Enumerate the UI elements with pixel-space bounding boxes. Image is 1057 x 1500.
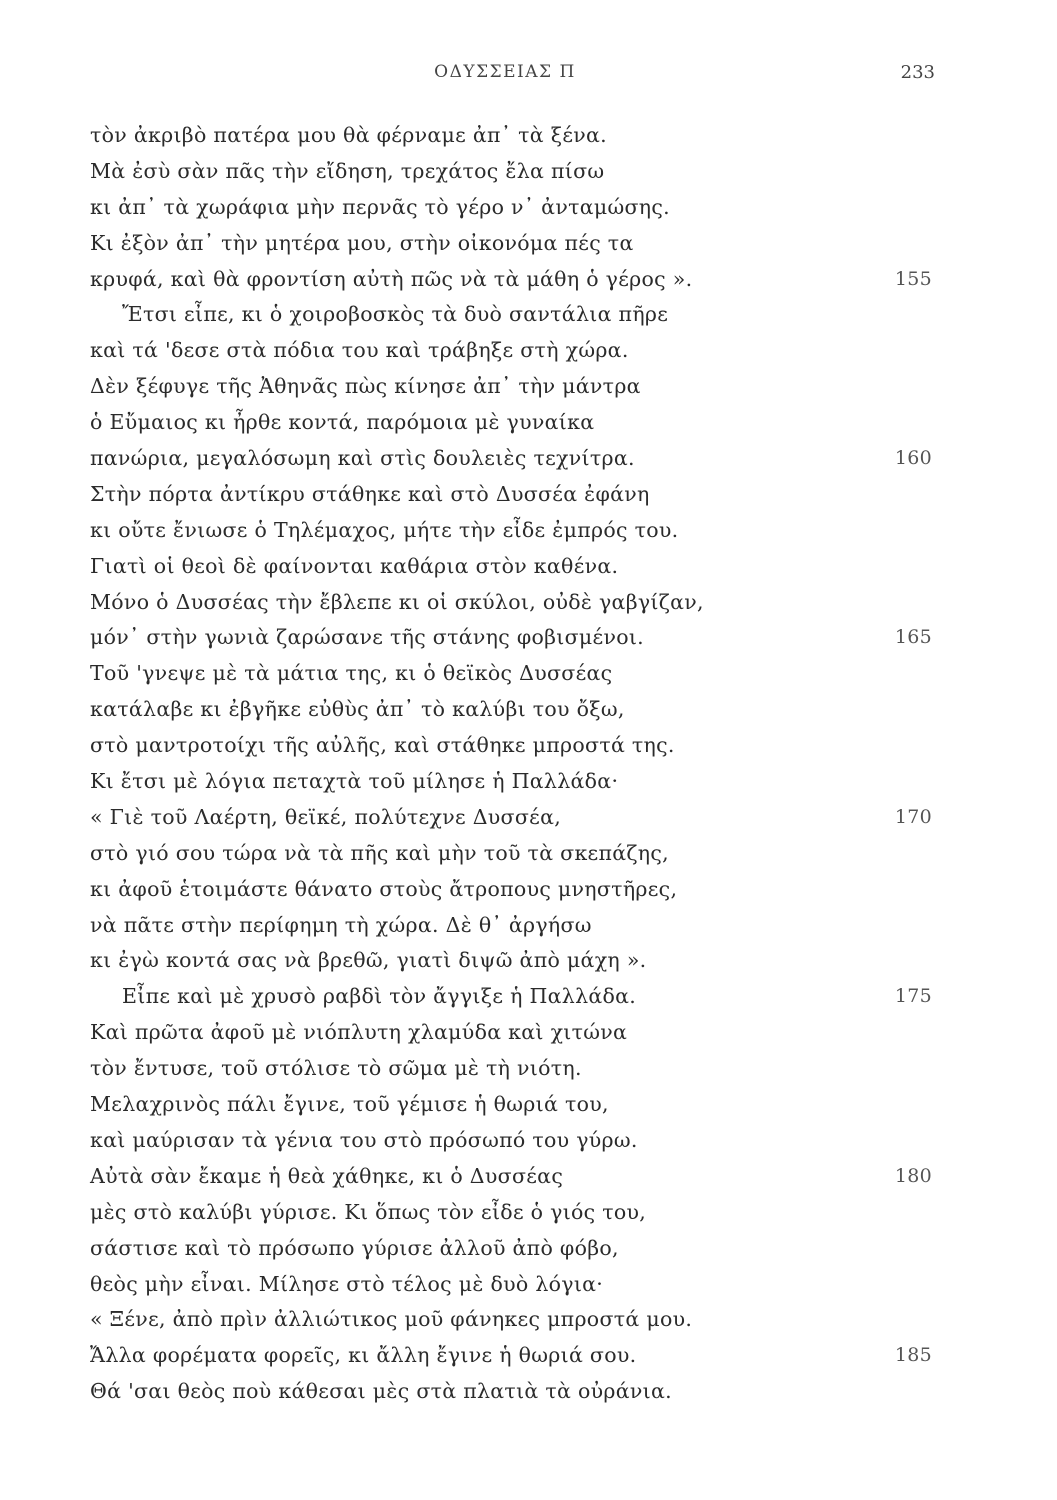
verse-body <box>90 118 950 1410</box>
verse-line <box>90 1302 950 1338</box>
verse-text: στὸ γιό σου τώρα νὰ τὰ πῆς καὶ μὴν τοῦ τὰ σκεπάζης, <box>90 840 669 865</box>
verse-line <box>90 513 950 549</box>
verse-line <box>90 1195 950 1231</box>
verse-text: Εἶπε καὶ μὲ χρυσὸ ραβδὶ τὸν ἄγγιξε ἡ Παλλάδα. <box>122 984 637 1009</box>
line-number: 185 <box>894 1344 932 1367</box>
verse-line <box>90 585 950 621</box>
verse-text: κι ἐγὼ κοντά σας νὰ βρεθῶ, γιατὶ διψῶ ἀπὸ μάχη ». <box>90 948 647 973</box>
verse-line <box>90 800 950 836</box>
verse-line <box>90 549 950 585</box>
verse-text: θεὸς μὴν εἶναι. Μίλησε στὸ τέλος μὲ δυὸ λόγια· <box>90 1271 604 1296</box>
verse-line <box>90 333 950 369</box>
verse-text: « Γιὲ τοῦ Λαέρτη, θεϊκέ, πολύτεχνε Δυσσέα, <box>90 804 562 829</box>
verse-text: Μὰ ἐσὺ σὰν πᾶς τὴν εἴδηση, τρεχάτος ἔλα πίσω <box>90 158 605 183</box>
line-number: 170 <box>894 805 932 828</box>
verse-text: κρυφά, καὶ θὰ φροντίση αὐτὴ πῶς νὰ τὰ μάθη ὁ γέρος ». <box>90 266 693 291</box>
verse-text: ὁ Εὔμαιος κι ἦρθε κοντά, παρόμοια μὲ γυναίκα <box>90 410 595 435</box>
line-number: 160 <box>894 447 932 470</box>
verse-text: Μόνο ὁ Δυσσέας τὴν ἔβλεπε κι οἱ σκύλοι, οὐδὲ γαβγίζαν, <box>90 589 704 614</box>
page-number: 233 <box>900 62 935 83</box>
verse-text: νὰ πᾶτε στὴν περίφημη τὴ χώρα. Δὲ θ᾽ ἀργήσω <box>90 912 592 937</box>
verse-line <box>90 1374 950 1410</box>
verse-text: Μελαχρινὸς πάλι ἔγινε, τοῦ γέμισε ἡ θωριά του, <box>90 1092 609 1117</box>
verse-line <box>90 226 950 262</box>
verse-text: Κι ἐξὸν ἀπ᾽ τὴν μητέρα μου, στὴν οἰκονόμα πές τα <box>90 230 634 255</box>
verse-line <box>90 620 950 656</box>
verse-line <box>90 979 950 1015</box>
verse-text: Θά 'σαι θεὸς ποὺ κάθεσαι μὲς στὰ πλατιὰ τὰ οὐράνια. <box>90 1379 672 1404</box>
verse-text: Δὲν ξέφυγε τῆς Ἀθηνᾶς πὼς κίνησε ἀπ᾽ τὴν μάντρα <box>90 374 641 399</box>
line-number: 175 <box>894 985 932 1008</box>
verse-line <box>90 728 950 764</box>
verse-text: κι ἀπ᾽ τὰ χωράφια μὴν περνᾶς τὸ γέρο ν᾽ ἀνταμώσης. <box>90 194 670 219</box>
verse-line <box>90 1231 950 1267</box>
verse-text: Στὴν πόρτα ἀντίκρυ στάθηκε καὶ στὸ Δυσσέα ἐφάνη <box>90 481 650 506</box>
verse-text: Αὐτὰ σὰν ἔκαμε ἡ θεὰ χάθηκε, κι ὁ Δυσσέας <box>90 1163 564 1188</box>
verse-text: κι οὔτε ἔνιωσε ὁ Τηλέμαχος, μήτε τὴν εἶδε ἐμπρός του. <box>90 517 679 542</box>
verse-text: Κι ἔτσι μὲ λόγια πεταχτὰ τοῦ μίλησε ἡ Παλλάδα· <box>90 769 619 794</box>
verse-text: τὸν ἔντυσε, τοῦ στόλισε τὸ σῶμα μὲ τὴ νιότη. <box>90 1056 582 1081</box>
verse-line <box>90 1087 950 1123</box>
line-number: 180 <box>894 1164 932 1187</box>
verse-text: Τοῦ 'γνεψε μὲ τὰ μάτια της, κι ὁ θεϊκὸς Δυσσέας <box>90 661 613 686</box>
verse-text: καὶ τά 'δεσε στὰ πόδια του καὶ τράβηξε στὴ χώρα. <box>90 338 629 363</box>
verse-line <box>90 262 950 298</box>
verse-line <box>90 656 950 692</box>
verse-line <box>90 908 950 944</box>
verse-text: σάστισε καὶ τὸ πρόσωπο γύρισε ἀλλοῦ ἀπὸ φόβο, <box>90 1235 619 1260</box>
verse-line <box>90 1159 950 1195</box>
verse-line <box>90 692 950 728</box>
verse-line <box>90 764 950 800</box>
verse-line <box>90 190 950 226</box>
verse-text: Ἔτσι εἶπε, κι ὁ χοιροβοσκὸς τὰ δυὸ σαντάλια πῆρε <box>122 302 669 327</box>
verse-line <box>90 405 950 441</box>
verse-text: κι ἀφοῦ ἑτοιμάστε θάνατο στοὺς ἄτροπους μνηστῆρες, <box>90 876 678 901</box>
verse-text: Γιατὶ οἱ θεοὶ δὲ φαίνονται καθάρια στὸν καθένα. <box>90 553 619 578</box>
verse-text: καὶ μαύρισαν τὰ γένια του στὸ πρόσωπό του γύρω. <box>90 1127 638 1152</box>
verse-line <box>90 154 950 190</box>
line-number: 155 <box>894 267 932 290</box>
verse-text: Καὶ πρῶτα ἀφοῦ μὲ νιόπλυτη χλαμύδα καὶ χιτώνα <box>90 1020 628 1045</box>
verse-text: πανώρια, μεγαλόσωμη καὶ στὶς δουλειὲς τεχνίτρα. <box>90 446 635 471</box>
verse-line <box>90 1338 950 1374</box>
verse-line <box>90 872 950 908</box>
verse-line <box>90 297 950 333</box>
running-title: ΟΔΥΣΣΕΙΑΣ Π <box>434 62 576 82</box>
verse-text: κατάλαβε κι ἐβγῆκε εὐθὺς ἀπ᾽ τὸ καλύβι του ὄξω, <box>90 697 625 722</box>
verse-line <box>90 1267 950 1303</box>
verse-text: μὲς στὸ καλύβι γύρισε. Κι ὅπως τὸν εἶδε ὁ γιός του, <box>90 1199 647 1224</box>
verse-text: στὸ μαντροτοίχι τῆς αὐλῆς, καὶ στάθηκε μπροστά της. <box>90 733 675 758</box>
verse-line <box>90 118 950 154</box>
verse-line <box>90 1123 950 1159</box>
verse-text: « Ξένε, ἀπὸ πρὶν ἀλλιώτικος μοῦ φάνηκες μπροστά μου. <box>90 1307 693 1332</box>
verse-line <box>90 477 950 513</box>
verse-text: Ἄλλα φορέματα φορεῖς, κι ἄλλη ἔγινε ἡ θωριά σου. <box>90 1343 637 1368</box>
verse-line <box>90 943 950 979</box>
running-head <box>0 62 1057 92</box>
verse-line <box>90 369 950 405</box>
verse-text: μόν᾽ στὴν γωνιὰ ζαρώσανε τῆς στάνης φοβισμένοι. <box>90 625 644 650</box>
verse-line <box>90 441 950 477</box>
line-number: 165 <box>894 626 932 649</box>
verse-line <box>90 836 950 872</box>
verse-text: τὸν ἀκριβὸ πατέρα μου θὰ φέρναμε ἀπ᾽ τὰ ξένα. <box>90 123 607 147</box>
verse-line <box>90 1051 950 1087</box>
verse-line <box>90 1015 950 1051</box>
